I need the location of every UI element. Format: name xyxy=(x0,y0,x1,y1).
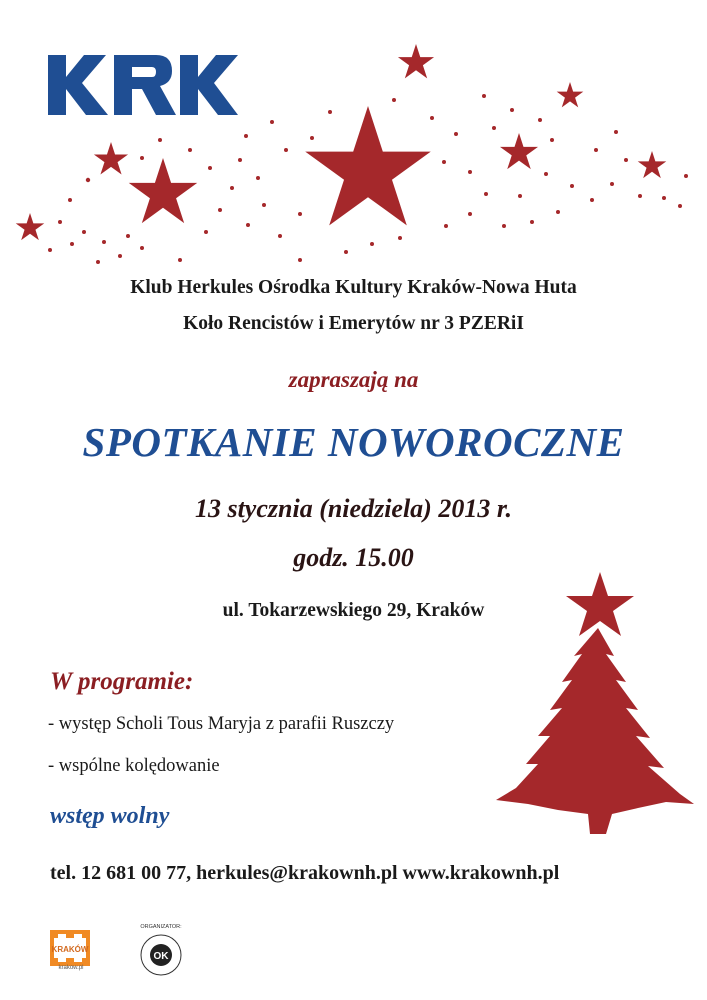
christmas-tree-icon xyxy=(488,568,698,838)
program-item: - występ Scholi Tous Maryja z parafii Ruszczy xyxy=(48,714,395,734)
organizer-line-1: Klub Herkules Ośrodka Kultury Kraków-Nowa Huta xyxy=(130,277,577,298)
program-item: - wspólne kolędowanie xyxy=(48,756,220,776)
krakow-url: krakow.pl xyxy=(58,965,84,971)
ok-logo-text: OK xyxy=(153,951,169,962)
program-heading: W programie: xyxy=(50,668,194,695)
organizer-line-2: Koło Rencistów i Emerytów nr 3 PZERiI xyxy=(183,313,524,334)
organizer-label: ORGANIZATOR: xyxy=(140,924,182,930)
event-date: 13 stycznia (niedziela) 2013 r. xyxy=(194,494,513,523)
stars-decoration xyxy=(0,30,707,270)
ok-logo xyxy=(134,924,188,978)
event-title: SPOTKANIE NOWOROCZNE xyxy=(82,419,625,465)
contact-info: tel. 12 681 00 77, herkules@krakownh.pl www.krakownh.pl xyxy=(50,862,560,884)
invite-text: zapraszają na xyxy=(288,367,419,392)
event-address: ul. Tokarzewskiego 29, Kraków xyxy=(222,600,485,621)
event-time: godz. 15.00 xyxy=(293,543,414,572)
krakow-logo-text: KRAKÓW xyxy=(51,945,89,954)
free-entry: wstęp wolny xyxy=(50,803,170,829)
